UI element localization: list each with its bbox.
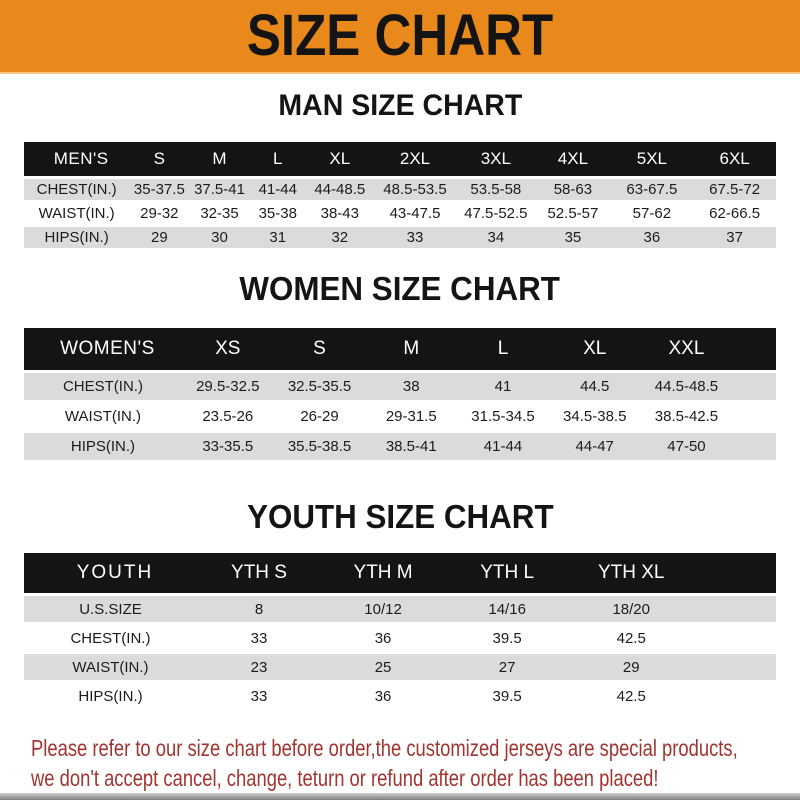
men-column-header: L xyxy=(250,142,306,176)
youth-table-corner-label: YOUTH xyxy=(24,553,197,593)
men-size-table xyxy=(24,139,776,251)
row-label: WAIST(IN.) xyxy=(24,654,197,680)
spacer-cell xyxy=(693,553,776,593)
size-cell: 35 xyxy=(535,227,610,248)
size-cell: 33 xyxy=(197,683,321,709)
size-cell: 52.5-57 xyxy=(535,203,610,224)
youth-section-heading-text: YOUTH SIZE CHART xyxy=(246,498,554,535)
row-label: WAIST(IN.) xyxy=(24,203,129,224)
women-size-table xyxy=(24,325,776,463)
size-cell: 32-35 xyxy=(189,203,249,224)
women-column-header: M xyxy=(365,328,457,370)
youth-column-header: YTH L xyxy=(445,553,569,593)
size-cell: 39.5 xyxy=(445,625,569,651)
men-section-heading xyxy=(0,91,800,121)
spacer-cell xyxy=(693,654,776,680)
row-label: WAIST(IN.) xyxy=(24,403,182,430)
size-cell: 33 xyxy=(197,625,321,651)
men-column-header: 5XL xyxy=(611,142,694,176)
size-cell: 31 xyxy=(250,227,306,248)
youth-table-header-row xyxy=(24,553,776,593)
row-label: CHEST(IN.) xyxy=(24,179,129,200)
youth-ussize-row xyxy=(24,596,776,622)
spacer-cell xyxy=(693,683,776,709)
men-section-heading-text: MAN SIZE CHART xyxy=(278,89,522,122)
spacer-cell xyxy=(732,403,776,430)
women-column-header: L xyxy=(457,328,549,370)
youth-column-header: YTH S xyxy=(197,553,321,593)
women-table-header-row xyxy=(24,328,776,370)
size-cell: 42.5 xyxy=(569,625,693,651)
size-cell: 62-66.5 xyxy=(693,203,776,224)
men-table-corner-label: MEN'S xyxy=(24,142,129,176)
disclaimer xyxy=(0,733,800,793)
size-cell: 38.5-42.5 xyxy=(641,403,733,430)
banner-title: SIZE CHART xyxy=(246,3,554,68)
size-cell: 29.5-32.5 xyxy=(182,373,274,400)
size-cell: 10/12 xyxy=(321,596,445,622)
size-cell: 18/20 xyxy=(569,596,693,622)
youth-column-header: YTH XL xyxy=(569,553,693,593)
men-chest-row xyxy=(24,179,776,200)
men-column-header: 2XL xyxy=(374,142,457,176)
spacer-cell xyxy=(693,625,776,651)
size-cell: 26-29 xyxy=(274,403,366,430)
size-cell: 57-62 xyxy=(611,203,694,224)
youth-waist-row xyxy=(24,654,776,680)
row-label: CHEST(IN.) xyxy=(24,373,182,400)
youth-size-table xyxy=(24,550,776,712)
men-table-header-row xyxy=(24,142,776,176)
size-cell: 43-47.5 xyxy=(374,203,457,224)
size-cell: 44-47 xyxy=(549,433,641,460)
women-column-header: S xyxy=(274,328,366,370)
size-cell: 41 xyxy=(457,373,549,400)
row-label: CHEST(IN.) xyxy=(24,625,197,651)
size-cell: 29 xyxy=(569,654,693,680)
size-cell: 36 xyxy=(321,625,445,651)
size-cell: 42.5 xyxy=(569,683,693,709)
size-cell: 34.5-38.5 xyxy=(549,403,641,430)
size-cell: 34 xyxy=(456,227,535,248)
youth-chest-row xyxy=(24,625,776,651)
size-cell: 35-37.5 xyxy=(129,179,189,200)
women-column-header: XL xyxy=(549,328,641,370)
men-column-header: 6XL xyxy=(693,142,776,176)
size-cell: 44.5 xyxy=(549,373,641,400)
spacer-cell xyxy=(732,373,776,400)
size-cell: 48.5-53.5 xyxy=(374,179,457,200)
size-cell: 63-67.5 xyxy=(611,179,694,200)
women-waist-row xyxy=(24,403,776,430)
size-cell: 29 xyxy=(129,227,189,248)
size-cell: 58-63 xyxy=(535,179,610,200)
youth-column-header: YTH M xyxy=(321,553,445,593)
size-cell: 37 xyxy=(693,227,776,248)
size-cell: 23.5-26 xyxy=(182,403,274,430)
men-column-header: 4XL xyxy=(535,142,610,176)
size-cell: 41-44 xyxy=(250,179,306,200)
size-cell: 38-43 xyxy=(306,203,374,224)
women-section-heading-text: WOMEN SIZE CHART xyxy=(239,270,561,307)
row-label: U.S.SIZE xyxy=(24,596,197,622)
size-cell: 35-38 xyxy=(250,203,306,224)
row-label: HIPS(IN.) xyxy=(24,433,182,460)
row-label: HIPS(IN.) xyxy=(24,683,197,709)
spacer-cell xyxy=(693,596,776,622)
size-cell: 25 xyxy=(321,654,445,680)
men-size-section xyxy=(0,91,800,251)
men-column-header: XL xyxy=(306,142,374,176)
size-cell: 35.5-38.5 xyxy=(274,433,366,460)
women-size-section xyxy=(0,272,800,463)
spacer-cell xyxy=(732,433,776,460)
size-cell: 53.5-58 xyxy=(456,179,535,200)
women-table-corner-label: WOMEN'S xyxy=(24,328,182,370)
men-waist-row xyxy=(24,203,776,224)
women-column-header: XXL xyxy=(641,328,733,370)
size-cell: 30 xyxy=(189,227,249,248)
size-cell: 36 xyxy=(321,683,445,709)
size-cell: 47.5-52.5 xyxy=(456,203,535,224)
size-cell: 38 xyxy=(365,373,457,400)
size-cell: 41-44 xyxy=(457,433,549,460)
women-section-heading xyxy=(0,272,800,305)
youth-size-section xyxy=(0,500,800,712)
men-column-header: S xyxy=(129,142,189,176)
size-cell: 32.5-35.5 xyxy=(274,373,366,400)
size-cell: 8 xyxy=(197,596,321,622)
size-cell: 33-35.5 xyxy=(182,433,274,460)
size-cell: 44.5-48.5 xyxy=(641,373,733,400)
size-cell: 36 xyxy=(611,227,694,248)
size-cell: 27 xyxy=(445,654,569,680)
size-cell: 33 xyxy=(374,227,457,248)
row-label: HIPS(IN.) xyxy=(24,227,129,248)
women-chest-row xyxy=(24,373,776,400)
size-cell: 31.5-34.5 xyxy=(457,403,549,430)
size-chart-banner xyxy=(0,0,800,74)
size-cell: 47-50 xyxy=(641,433,733,460)
youth-section-heading xyxy=(0,500,800,533)
size-cell: 38.5-41 xyxy=(365,433,457,460)
men-column-header: M xyxy=(189,142,249,176)
men-hips-row xyxy=(24,227,776,248)
spacer-cell xyxy=(732,328,776,370)
size-cell: 29-32 xyxy=(129,203,189,224)
size-cell: 14/16 xyxy=(445,596,569,622)
bottom-border-strip xyxy=(0,793,800,800)
women-column-header: XS xyxy=(182,328,274,370)
size-cell: 67.5-72 xyxy=(693,179,776,200)
size-cell: 29-31.5 xyxy=(365,403,457,430)
youth-hips-row xyxy=(24,683,776,709)
size-cell: 44-48.5 xyxy=(306,179,374,200)
women-hips-row xyxy=(24,433,776,460)
disclaimer-line-1: Please refer to our size chart before order,the customized jerseys are special products, xyxy=(31,735,738,761)
men-column-header: 3XL xyxy=(456,142,535,176)
size-cell: 32 xyxy=(306,227,374,248)
size-cell: 23 xyxy=(197,654,321,680)
size-cell: 37.5-41 xyxy=(189,179,249,200)
disclaimer-line-2: we don't accept cancel, change, teturn or refund after order has been placed! xyxy=(31,765,659,791)
size-cell: 39.5 xyxy=(445,683,569,709)
